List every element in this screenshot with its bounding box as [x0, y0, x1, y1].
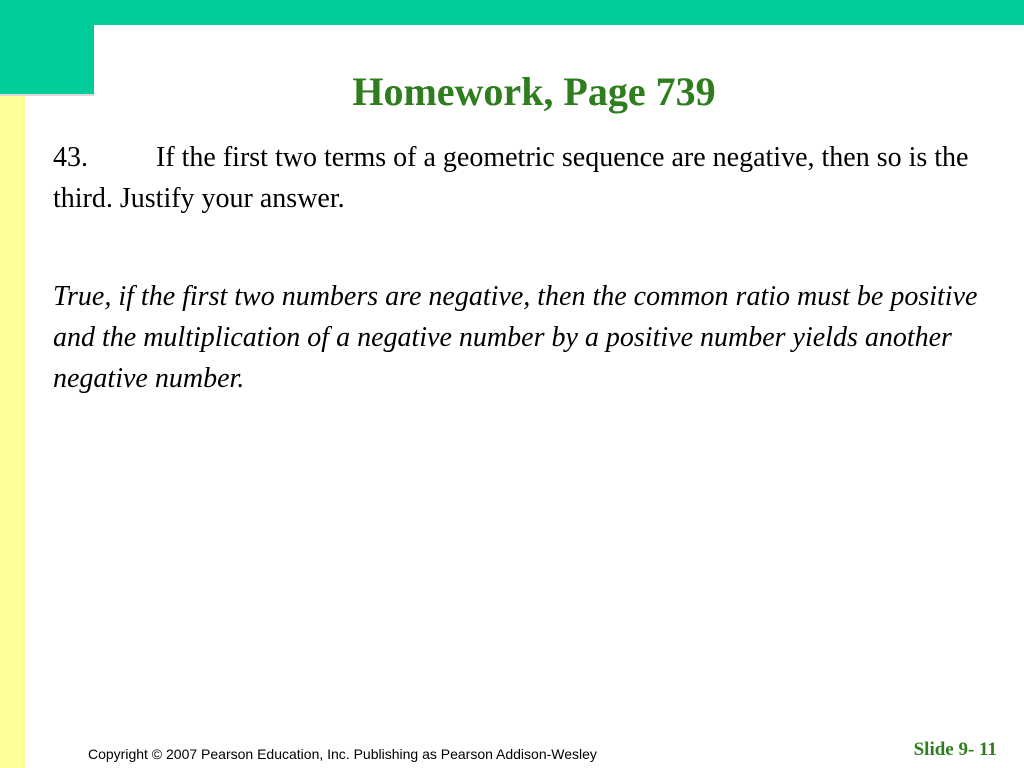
question-text-block	[53, 137, 993, 219]
slide-number: Slide 9- 11	[913, 739, 997, 760]
top-accent-bar	[0, 0, 1024, 25]
question-number: 43.	[53, 142, 88, 173]
question-text: If the first two terms of a geometric sequence are negative, then so is the third. Justify your answer.	[53, 142, 969, 214]
copyright-notice: Copyright © 2007 Pearson Education, Inc. Publishing as Pearson Addison-Wesley	[88, 746, 597, 762]
answer-text: True, if the first two numbers are negative, then the common ratio must be positive and the multiplication of a negative number by a positive number yields another negative number.	[53, 281, 978, 394]
slide-title: Homework, Page 739	[352, 69, 716, 114]
left-accent-bar	[0, 95, 25, 768]
